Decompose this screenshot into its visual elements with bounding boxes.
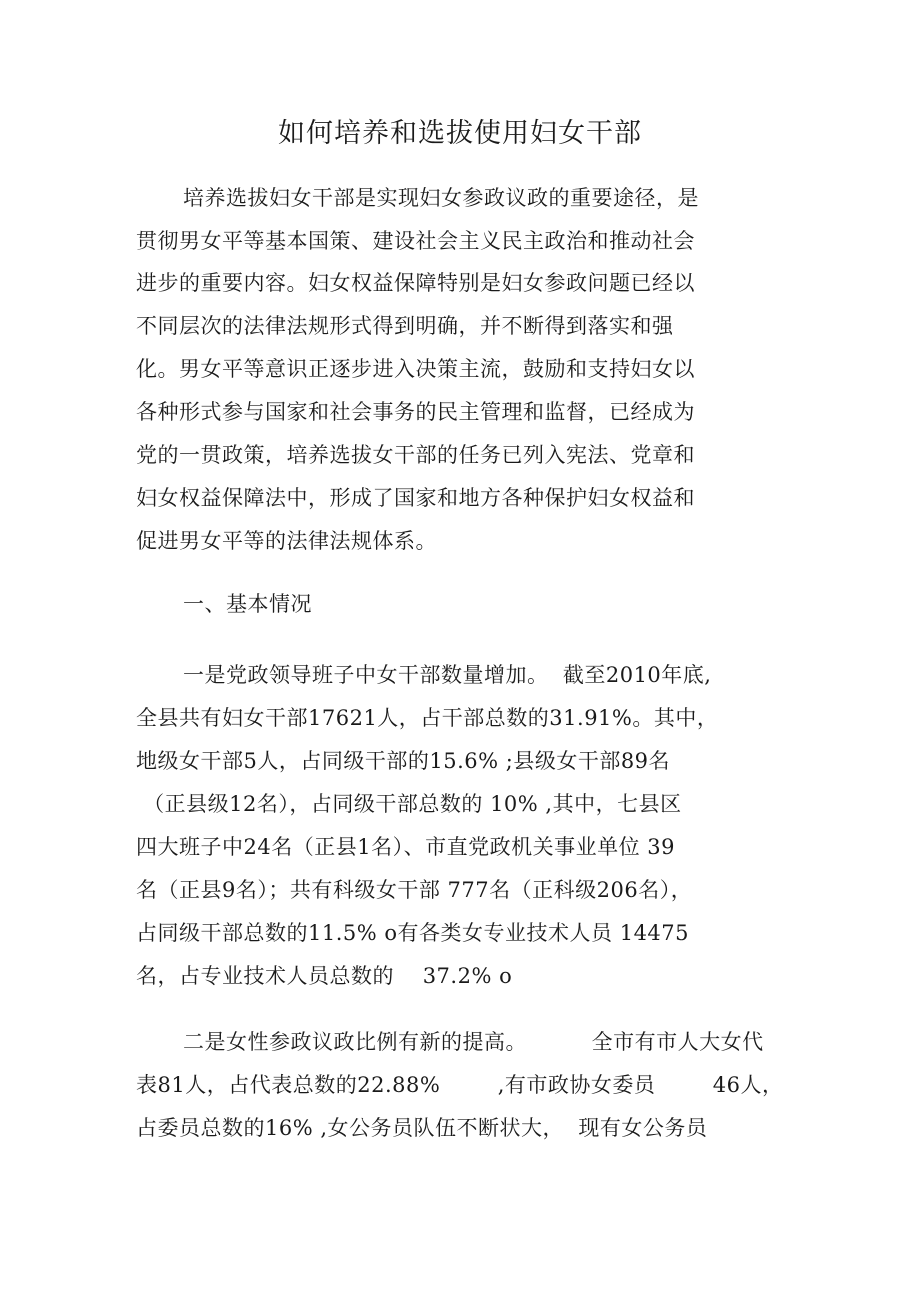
intro-line: 妇女权益保障法中，形成了国家和地方各种保护妇女权益和 <box>136 486 695 510</box>
para1-line: 四大班子中24名（正县1名）、市直党政机关事业单位 39 <box>136 835 675 859</box>
para1-line: 名（正县9名）；共有科级女干部 777名（正科级206名）， <box>136 878 693 902</box>
para1-line: 一是党政领导班子中女干部数量增加。 截至2010年底, <box>183 663 712 687</box>
para1-line: 名，占专业技术人员总数的 37.2% o <box>136 964 513 988</box>
intro-line: 进步的重要内容。妇女权益保障特别是妇女参政问题已经以 <box>136 271 695 295</box>
para1-line: 地级女干部5人，占同级干部的15.6% ;县级女干部89名 <box>136 749 671 773</box>
document-title: 如何培养和选拔使用妇女干部 <box>278 118 642 149</box>
intro-line: 化。男女平等意识正逐步进入决策主流，鼓励和支持妇女以 <box>136 357 695 381</box>
intro-line: 不同层次的法律法规形式得到明确，并不断得到落实和强 <box>136 314 674 338</box>
section-heading: 一、基本情况 <box>183 592 312 616</box>
intro-line: 培养选拔妇女干部是实现妇女参政议政的重要途径，是 <box>183 186 699 210</box>
intro-line: 促进男女平等的法律法规体系。 <box>136 529 437 553</box>
intro-line: 贯彻男女平等基本国策、建设社会主义民主政治和推动社会 <box>136 229 695 253</box>
intro-line: 各种形式参与国家和社会事务的民主管理和监督，已经成为 <box>136 400 695 424</box>
para2-line: 占委员总数的16% ,女公务员队伍不断状大， 现有女公务员 <box>136 1116 708 1140</box>
para1-line: （正县级12名），占同级干部总数的 10% ,其中，七县区 <box>136 792 682 816</box>
para1-line: 占同级干部总数的11.5% o有各类女专业技术人员 14475 <box>136 921 690 945</box>
para1-line: 全县共有妇女干部17621人，占干部总数的31.91%。其中， <box>136 706 719 730</box>
para2-line: 表81人，占代表总数的22.88% ,有市政协女委员 46人， <box>136 1073 784 1097</box>
para2-line: 二是女性参政议政比例有新的提高。 全市有市人大女代 <box>183 1030 764 1054</box>
intro-line: 党的一贯政策，培养选拔女干部的任务已列入宪法、党章和 <box>136 443 695 467</box>
